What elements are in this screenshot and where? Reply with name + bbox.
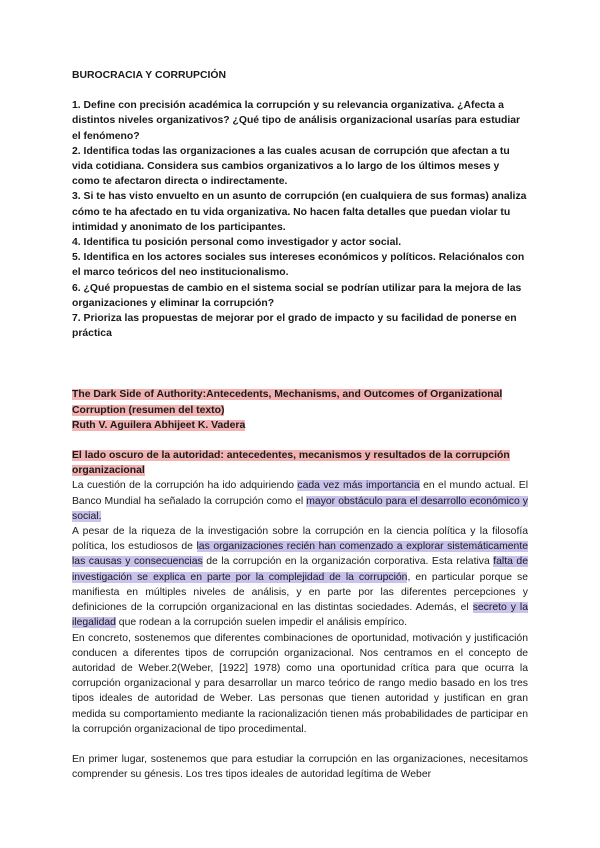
source-authors-text: Ruth V. Aguilera Abhijeet K. Vadera: [72, 419, 246, 431]
question-item: 1. Define con precisión académica la corrupción y su relevancia organizativa. ¿Afecta a distintos niveles organizativos? ¿Qué tipo de análisis organizacional usarías para estudiar el fenómeno?: [72, 100, 521, 142]
document-body: [72, 68, 528, 782]
question-item: 2. Identifica todas las organizaciones a las cuales acusan de corrupción que afectan a tu vida cotidiana. Considera sus cambios organizativos a lo largo de los últimos meses y como te afectaron directa o indirectamente.: [72, 145, 510, 188]
highlight-span: falta de investigación se explica en parte por la complejidad de la corrupción: [72, 556, 528, 583]
question-item: 7. Prioriza las propuestas de mejorar por el grado de impacto y su facilidad de ponerse en práctica: [72, 313, 517, 340]
paragraph-4: En primer lugar, sostenemos que para estudiar la corrupción en las organizaciones, necesitamos comprender su génesis. Los tres tipos ideales de autoridad legítima de Weber: [72, 753, 528, 781]
section-heading: [72, 448, 528, 478]
highlight-span: las organizaciones recién han comenzado a explorar sistemáticamente las causas y consecuencias: [72, 541, 528, 568]
highlight-span: secreto y la ilegalidad: [72, 602, 528, 629]
source-title: [72, 387, 528, 417]
paragraph-1: [72, 478, 528, 524]
document-title: BUROCRACIA Y CORRUPCIÓN: [72, 70, 226, 81]
question-list: [72, 98, 528, 341]
question-item: 5. Identifica en los actores sociales sus intereses económicos y políticos. Relaciónalos con el marco teóricos del neo institucionalismo.: [72, 252, 525, 279]
question-item: 3. Si te has visto envuelto en un asunto de corrupción (en cualquiera de sus formas) analiza cómo te ha afectado en tu vida organizativa. No hacen falta detalles que puedan violar tu intimidad y anonimato de los participantes.: [72, 191, 527, 233]
text-run: que rodean a la corrupción suelen impedir el análisis empírico.: [115, 617, 408, 629]
text-run: A pesar de la riqueza de la investigación sobre la corrupción en la ciencia política y la filosofía política, los estudiosos de: [72, 526, 528, 553]
question-item: 4. Identifica tu posición personal como investigador y actor social.: [72, 237, 402, 249]
text-run: , en particular porque se manifiesta en múltiples niveles de análisis, y en parte por las diferentes percepciones y definiciones de la corrupción organizacional en las distintas sociedades. Además, el: [72, 571, 528, 614]
source-title-text: The Dark Side of Authority:Antecedents, Mechanisms, and Outcomes of Organizational Corruption (resumen del texto): [72, 389, 503, 416]
text-run: La cuestión de la corrupción ha ido adquiriendo: [72, 480, 298, 492]
paragraph-2: [72, 524, 528, 630]
section-heading-text: El lado oscuro de la autoridad: antecedentes, mecanismos y resultados de la corrupción organizacional: [72, 450, 510, 477]
source-authors: [72, 418, 528, 433]
paragraph-3: En concreto, sostenemos que diferentes combinaciones de oportunidad, motivación y justificación conducen a diferentes tipos de corrupción organizacional. Nos centramos en el concepto de autoridad de Weber.2(Weber, [1922] 1978) como una oportunidad crítica para que ocurra la corrupción organizacional y para desarrollar un marco teórico de rango medio basado en los tres tipos ideales de autoridad de Weber. Las personas que tienen autoridad y justifican en gran medida su comportamiento mediante la racionalización tienen más probabilidades de participar en la corrupción organizacional de tipo procedimental.: [72, 632, 528, 735]
text-run: de la corrupción en la organización corporativa. Esta relativa: [202, 556, 494, 568]
text-run: en el mundo actual. El Banco Mundial ha señalado la corrupción como el: [72, 480, 528, 507]
question-item: 6. ¿Qué propuestas de cambio en el sistema social se podrían utilizar para la mejora de las organizaciones y eliminar la corrupción?: [72, 282, 522, 309]
highlight-span: mayor obstáculo para el desarrollo económico y social.: [72, 495, 529, 522]
highlight-span: cada vez más importancia: [297, 480, 420, 492]
